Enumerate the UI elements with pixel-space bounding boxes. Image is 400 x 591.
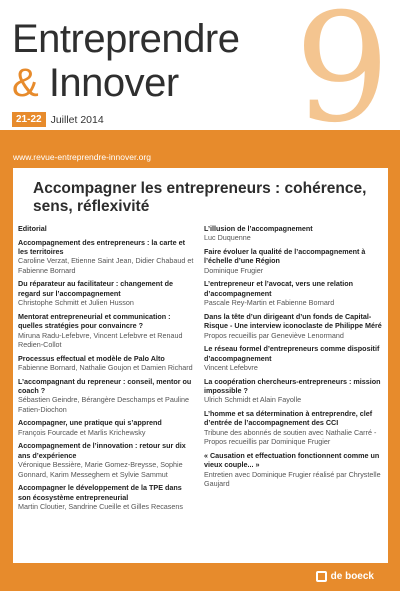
entry-title: L’homme et sa détermination à entreprendre, clef d’entrée de l’accompagnement des CCI bbox=[204, 409, 373, 428]
entry-authors: Propos recueillis par Geneviève Lenormand bbox=[204, 330, 344, 340]
entry-title: Le réseau formel d’entrepreneurs comme dispositif d’accompagnement bbox=[204, 344, 380, 363]
contents-right-column bbox=[204, 224, 384, 493]
masthead bbox=[0, 0, 400, 156]
entry-authors: Pascale Rey-Martin et Fabienne Bornard bbox=[204, 298, 335, 308]
publisher-name: de boeck bbox=[330, 571, 374, 582]
entry-authors: Tribune des abonnés de soutien avec Nathalie Carré - Propos recueillis par Dominique Frugier bbox=[204, 427, 377, 447]
entry-title: Processus effectual et modèle de Palo Alto bbox=[18, 353, 165, 363]
entry-title: « Causation et effectuation fonctionnent comme un vieux couple... » bbox=[204, 450, 380, 470]
entry-authors: Sébastien Geindre, Bérangère Deschamps et Pauline Fatien-Diochon bbox=[18, 395, 190, 414]
contents-entry bbox=[18, 224, 196, 233]
entry-title: Accompagnement de l’innovation : retour sur dix ans d’expérience bbox=[18, 441, 186, 460]
issue-info bbox=[12, 112, 104, 127]
entry-authors: Christophe Schmitt et Julien Husson bbox=[18, 298, 134, 308]
entry-authors: François Fourcade et Marlis Krichewsky bbox=[18, 427, 146, 437]
entry-authors: Dominique Frugier bbox=[204, 265, 264, 275]
entry-authors: Véronique Bessière, Marie Gomez-Breysse, Sophie Gonnard, Karim Messeghem et Sylvie Sammut bbox=[18, 460, 183, 479]
contents-entry bbox=[204, 279, 384, 307]
issue-headline: Accompagner les entrepreneurs : cohérence, sens, réflexivité bbox=[33, 180, 367, 215]
contents-entry bbox=[18, 279, 196, 307]
journal-title-ampersand: & bbox=[12, 61, 39, 105]
contents-panel bbox=[13, 168, 388, 563]
contents-entry bbox=[204, 247, 384, 275]
contents-entry bbox=[204, 224, 384, 243]
entry-authors: Ulrich Schmidt et Alain Fayolle bbox=[204, 395, 302, 405]
contents-entry bbox=[18, 377, 196, 415]
contents-entry bbox=[18, 441, 196, 479]
publisher-logo bbox=[316, 571, 374, 582]
entry-authors: Miruna Radu-Lefebvre, Vincent Lefebvre et Renaud Redien-Collot bbox=[18, 330, 183, 350]
contents-entry bbox=[18, 312, 196, 350]
entry-authors: Vincent Lefebvre bbox=[204, 363, 258, 373]
entry-title: Du réparateur au facilitateur : changement de regard sur l’accompagnement bbox=[18, 279, 173, 298]
entry-title: L’entrepreneur et l’avocat, vers une relation d’accompagnement bbox=[204, 279, 353, 298]
contents-entry bbox=[204, 409, 384, 447]
entry-title: Editorial bbox=[18, 224, 47, 233]
journal-title-word2: Innover bbox=[48, 61, 179, 105]
contents-entry bbox=[204, 451, 384, 489]
decorative-nine: 9 bbox=[294, 0, 390, 156]
contents-entry bbox=[18, 483, 196, 511]
issue-date: Juillet 2014 bbox=[50, 113, 104, 126]
entry-authors: Martin Cloutier, Sandrine Cueille et Gilles Recasens bbox=[18, 502, 183, 512]
contents-entry bbox=[18, 418, 196, 437]
entry-title: Mentorat entrepreneurial et communication : quelles stratégies pour convaincre ? bbox=[18, 311, 171, 331]
entry-authors: Entretien avec Dominique Frugier réalisé par Chrystelle Gaujard bbox=[204, 469, 381, 489]
entry-title: Accompagner le développement de la TPE dans son écosystème entrepreneurial bbox=[18, 483, 182, 502]
publisher-mark-icon bbox=[316, 571, 327, 582]
contents-left-column bbox=[18, 224, 196, 516]
entry-title: Accompagner, une pratique qui s’apprend bbox=[18, 418, 162, 428]
journal-title-line1: Entreprendre bbox=[12, 17, 240, 61]
contents-entry bbox=[204, 377, 384, 405]
entry-title: L’accompagnant du repreneur : conseil, mentor ou coach ? bbox=[18, 376, 192, 396]
journal-title-line2 bbox=[12, 62, 179, 104]
entry-title: Faire évoluer la qualité de l’accompagnement à l’échelle d’une Région bbox=[204, 247, 366, 266]
issue-number-badge: 21-22 bbox=[12, 112, 46, 127]
entry-title: La coopération chercheurs-entrepreneurs : mission impossible ? bbox=[204, 376, 381, 396]
entry-authors: Caroline Verzat, Etienne Saint Jean, Didier Chabaud et Fabienne Bornard bbox=[18, 256, 194, 275]
contents-entry bbox=[204, 344, 384, 372]
entry-title: L’illusion de l’accompagnement bbox=[204, 224, 313, 233]
contents-entry bbox=[18, 354, 196, 373]
entry-authors: Luc Duquenne bbox=[204, 233, 251, 243]
entry-title: Accompagnement des entrepreneurs : la carte et les territoires bbox=[18, 237, 185, 256]
entry-title: Dans la tête d’un dirigeant d’un fonds de Capital-Risque - Une interview iconoclaste de Philippe Méré bbox=[204, 311, 382, 331]
entry-authors: Fabienne Bornard, Nathalie Goujon et Damien Richard bbox=[18, 363, 193, 373]
contents-entry bbox=[18, 238, 196, 276]
journal-url: www.revue-entreprendre-innover.org bbox=[13, 152, 151, 162]
contents-entry bbox=[204, 312, 384, 340]
